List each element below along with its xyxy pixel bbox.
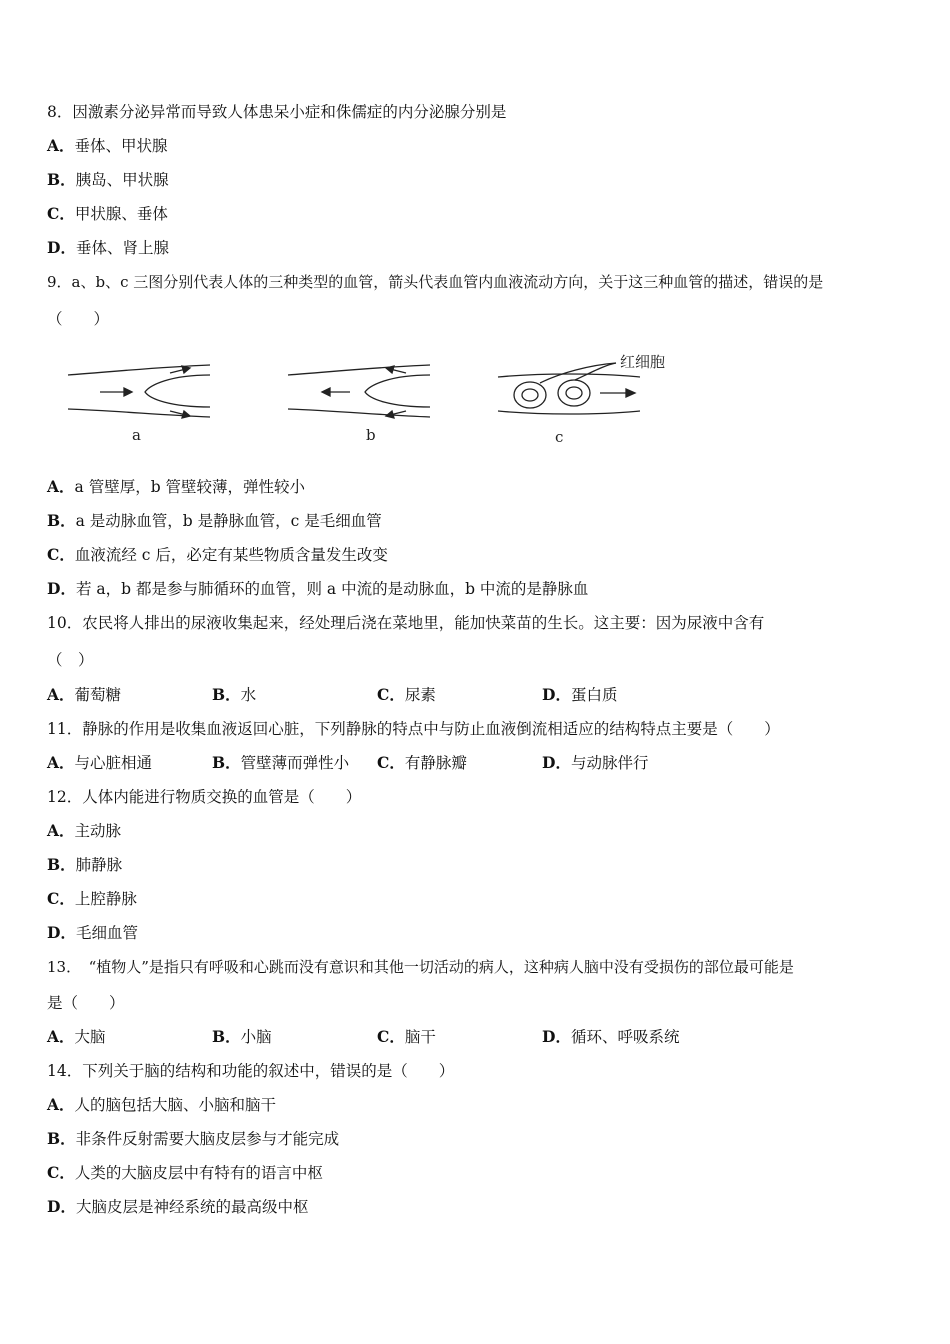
q8-option-c bbox=[47, 203, 168, 225]
q9-stem: 9．a、b、c 三图分别代表人体的三种类型的血管，箭头代表血管内血液流动方向，关于这三种血管的描述，错误的是 bbox=[47, 273, 824, 291]
option-label: D． bbox=[542, 1027, 571, 1046]
option-label: B． bbox=[47, 1129, 76, 1148]
q11-options-row bbox=[47, 752, 907, 774]
q13-option-d bbox=[542, 1026, 679, 1048]
option-label: B． bbox=[212, 1027, 241, 1046]
option-label: D． bbox=[542, 753, 571, 772]
option-text: 大脑 bbox=[74, 1028, 106, 1046]
q11-stem: 11．静脉的作用是收集血液返回心脏，下列静脉的特点中与防止血液倒流相适应的结构特点主要是（ ） bbox=[47, 720, 780, 738]
option-label: A． bbox=[47, 685, 75, 704]
option-label: C． bbox=[47, 1163, 75, 1182]
option-text: 与动脉伴行 bbox=[570, 754, 649, 772]
q9-option-c bbox=[47, 544, 388, 566]
q9-option-a bbox=[47, 476, 305, 498]
option-text: 与心脏相通 bbox=[74, 754, 153, 772]
q8-stem: 8．因激素分泌异常而导致人体患呆小症和侏儒症的内分泌腺分别是 bbox=[47, 103, 507, 121]
q13-option-c bbox=[377, 1026, 436, 1048]
option-label: A． bbox=[47, 753, 75, 772]
q14-option-b bbox=[47, 1128, 339, 1150]
option-label: B． bbox=[47, 170, 76, 189]
option-label: C． bbox=[377, 753, 405, 772]
vessel-b-diagram bbox=[288, 365, 430, 418]
q14-option-d bbox=[47, 1196, 308, 1218]
option-text: 非条件反射需要大脑皮层参与才能完成 bbox=[75, 1130, 340, 1148]
q8-option-b bbox=[47, 169, 169, 191]
q9-option-b bbox=[47, 510, 382, 532]
option-text: 垂体、甲状腺 bbox=[74, 137, 168, 155]
option-label: B． bbox=[47, 855, 76, 874]
figure-label-c: c bbox=[555, 428, 564, 446]
option-label: A． bbox=[47, 477, 75, 496]
q11-option-d bbox=[542, 752, 648, 774]
option-label: D． bbox=[47, 1197, 76, 1216]
option-label: D． bbox=[542, 685, 571, 704]
q14-stem: 14．下列关于脑的结构和功能的叙述中，错误的是（ ） bbox=[47, 1062, 455, 1080]
option-text: 胰岛、甲状腺 bbox=[75, 171, 169, 189]
q12-option-a bbox=[47, 820, 121, 842]
option-label: A． bbox=[47, 1027, 75, 1046]
q12-option-c bbox=[47, 888, 137, 910]
option-label: C． bbox=[377, 1027, 405, 1046]
q13-options-row bbox=[47, 1026, 907, 1048]
q10-option-b bbox=[212, 684, 256, 706]
q10-option-c bbox=[377, 684, 436, 706]
option-label: B． bbox=[212, 753, 241, 772]
option-label: A． bbox=[47, 821, 75, 840]
option-text: 肺静脉 bbox=[75, 856, 123, 874]
q13-option-a bbox=[47, 1026, 106, 1048]
option-label: B． bbox=[47, 511, 76, 530]
option-label: B． bbox=[212, 685, 241, 704]
option-text: a 是动脉血管，b 是静脉血管，c 是毛细血管 bbox=[75, 512, 382, 530]
option-label: C． bbox=[47, 889, 75, 908]
q10-option-d bbox=[542, 684, 617, 706]
q9-option-d bbox=[47, 578, 588, 600]
q11-option-b bbox=[212, 752, 349, 774]
option-text: 有静脉瓣 bbox=[404, 754, 467, 772]
q10-stem: 10．农民将人排出的尿液收集起来，经处理后浇在菜地里，能加快菜苗的生长。这主要：因为尿液中含有 bbox=[47, 614, 765, 632]
q11-option-c bbox=[377, 752, 467, 774]
q12-option-b bbox=[47, 854, 122, 876]
option-label: A． bbox=[47, 1095, 75, 1114]
q12-option-d bbox=[47, 922, 138, 944]
q10-option-a bbox=[47, 684, 121, 706]
option-text: a 管壁厚，b 管壁较薄，弹性较小 bbox=[74, 478, 306, 496]
q12-stem: 12．人体内能进行物质交换的血管是（ ） bbox=[47, 788, 362, 806]
option-text: 上腔静脉 bbox=[74, 890, 137, 908]
q14-option-c bbox=[47, 1162, 323, 1184]
red-blood-cell-label: 红细胞 bbox=[620, 353, 666, 371]
option-label: D． bbox=[47, 579, 76, 598]
option-text: 人的脑包括大脑、小脑和脑干 bbox=[74, 1096, 277, 1114]
option-text: 水 bbox=[240, 686, 257, 704]
option-text: 小脑 bbox=[240, 1028, 272, 1046]
blood-vessel-figure bbox=[60, 345, 700, 455]
q14-option-a bbox=[47, 1094, 276, 1116]
vessel-c-diagram bbox=[498, 363, 640, 414]
option-label: A． bbox=[47, 136, 75, 155]
option-label: D． bbox=[47, 238, 76, 257]
option-text: 葡萄糖 bbox=[74, 686, 122, 704]
q8-option-a bbox=[47, 135, 168, 157]
vessel-a-diagram bbox=[68, 365, 210, 418]
option-label: C． bbox=[47, 204, 75, 223]
option-text: 尿素 bbox=[404, 686, 436, 704]
option-text: 人类的大脑皮层中有特有的语言中枢 bbox=[74, 1164, 323, 1182]
option-text: 蛋白质 bbox=[570, 686, 618, 704]
option-text: 若 a，b 都是参与肺循环的血管，则 a 中流的是动脉血，b 中流的是静脉血 bbox=[75, 580, 589, 598]
option-text: 管壁薄而弹性小 bbox=[240, 754, 350, 772]
option-text: 大脑皮层是神经系统的最高级中枢 bbox=[75, 1198, 309, 1216]
q11-option-a bbox=[47, 752, 152, 774]
figure-label-a: a bbox=[132, 426, 141, 444]
q8-option-d bbox=[47, 237, 169, 259]
q9-stem-cont: （ ） bbox=[47, 310, 110, 328]
option-label: C． bbox=[47, 545, 75, 564]
q10-stem-cont: （ ） bbox=[47, 651, 94, 669]
option-label: C． bbox=[377, 685, 405, 704]
figure-label-b: b bbox=[366, 426, 376, 444]
q13-option-b bbox=[212, 1026, 272, 1048]
option-text: 脑干 bbox=[404, 1028, 436, 1046]
option-text: 循环、呼吸系统 bbox=[570, 1028, 680, 1046]
q13-stem-cont: 是（ ） bbox=[47, 994, 125, 1012]
q13-stem: 13． “植物人”是指只有呼吸和心跳而没有意识和其他一切活动的病人，这种病人脑中没有受损伤的部位最可能是 bbox=[47, 958, 794, 976]
option-text: 毛细血管 bbox=[75, 924, 138, 942]
option-text: 甲状腺、垂体 bbox=[74, 205, 168, 223]
option-text: 垂体、肾上腺 bbox=[75, 239, 169, 257]
option-text: 血液流经 c 后，必定有某些物质含量发生改变 bbox=[74, 546, 388, 564]
option-text: 主动脉 bbox=[74, 822, 122, 840]
option-label: D． bbox=[47, 923, 76, 942]
q10-options-row bbox=[47, 684, 907, 706]
